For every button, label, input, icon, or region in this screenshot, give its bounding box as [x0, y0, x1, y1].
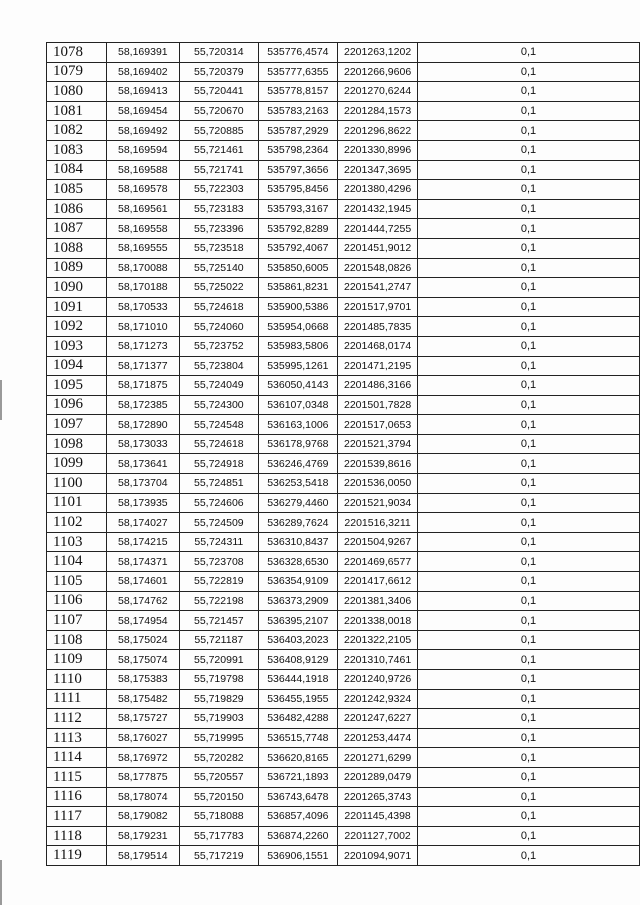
latitude-cell: 58,175482 [106, 689, 180, 709]
accuracy-cell: 0,1 [417, 532, 639, 552]
point-number-cell: 1095 [47, 376, 107, 396]
latitude-cell: 58,172385 [106, 395, 180, 415]
longitude-cell: 55,724851 [180, 474, 258, 494]
y-coordinate-cell: 2201242,9324 [338, 689, 418, 709]
point-number-cell: 1079 [47, 62, 107, 82]
longitude-cell: 55,724918 [180, 454, 258, 474]
table-row [47, 160, 640, 180]
accuracy-cell: 0,1 [417, 611, 639, 631]
latitude-cell: 58,171273 [106, 336, 180, 356]
table-row [47, 787, 640, 807]
y-coordinate-cell: 2201541,2747 [338, 278, 418, 298]
latitude-cell: 58,169578 [106, 180, 180, 200]
point-number-cell: 1114 [47, 748, 107, 768]
longitude-cell: 55,725140 [180, 258, 258, 278]
point-number-cell: 1085 [47, 180, 107, 200]
latitude-cell: 58,169402 [106, 62, 180, 82]
latitude-cell: 58,176027 [106, 728, 180, 748]
table-row [47, 121, 640, 141]
latitude-cell: 58,173704 [106, 474, 180, 494]
table-row [47, 82, 640, 102]
longitude-cell: 55,721457 [180, 611, 258, 631]
point-number-cell: 1119 [47, 846, 107, 866]
latitude-cell: 58,169588 [106, 160, 180, 180]
latitude-cell: 58,170533 [106, 297, 180, 317]
point-number-cell: 1084 [47, 160, 107, 180]
latitude-cell: 58,174762 [106, 591, 180, 611]
latitude-cell: 58,174027 [106, 513, 180, 533]
accuracy-cell: 0,1 [417, 199, 639, 219]
x-coordinate-cell: 536620,8165 [258, 748, 338, 768]
table-row [47, 552, 640, 572]
point-number-cell: 1117 [47, 807, 107, 827]
y-coordinate-cell: 2201296,8622 [338, 121, 418, 141]
x-coordinate-cell: 535850,6005 [258, 258, 338, 278]
accuracy-cell: 0,1 [417, 826, 639, 846]
x-coordinate-cell: 536874,2260 [258, 826, 338, 846]
longitude-cell: 55,720379 [180, 62, 258, 82]
latitude-cell: 58,169594 [106, 140, 180, 160]
latitude-cell: 58,169413 [106, 82, 180, 102]
latitude-cell: 58,173033 [106, 434, 180, 454]
longitude-cell: 55,722198 [180, 591, 258, 611]
latitude-cell: 58,172890 [106, 415, 180, 435]
y-coordinate-cell: 2201240,9726 [338, 670, 418, 690]
table-row [47, 199, 640, 219]
longitude-cell: 55,720150 [180, 787, 258, 807]
table-row [47, 650, 640, 670]
point-number-cell: 1098 [47, 434, 107, 454]
table-row [47, 43, 640, 63]
coordinates-table [46, 42, 640, 866]
longitude-cell: 55,723752 [180, 336, 258, 356]
accuracy-cell: 0,1 [417, 474, 639, 494]
longitude-cell: 55,724509 [180, 513, 258, 533]
accuracy-cell: 0,1 [417, 180, 639, 200]
x-coordinate-cell: 536279,4460 [258, 493, 338, 513]
accuracy-cell: 0,1 [417, 356, 639, 376]
longitude-cell: 55,719995 [180, 728, 258, 748]
accuracy-cell: 0,1 [417, 552, 639, 572]
y-coordinate-cell: 2201468,0174 [338, 336, 418, 356]
y-coordinate-cell: 2201451,9012 [338, 238, 418, 258]
y-coordinate-cell: 2201347,3695 [338, 160, 418, 180]
point-number-cell: 1101 [47, 493, 107, 513]
x-coordinate-cell: 536253,5418 [258, 474, 338, 494]
y-coordinate-cell: 2201330,8996 [338, 140, 418, 160]
latitude-cell: 58,179082 [106, 807, 180, 827]
y-coordinate-cell: 2201548,0826 [338, 258, 418, 278]
accuracy-cell: 0,1 [417, 258, 639, 278]
table-row [47, 670, 640, 690]
latitude-cell: 58,169454 [106, 101, 180, 121]
x-coordinate-cell: 536246,4769 [258, 454, 338, 474]
longitude-cell: 55,721741 [180, 160, 258, 180]
accuracy-cell: 0,1 [417, 238, 639, 258]
table-row [47, 689, 640, 709]
longitude-cell: 55,724618 [180, 297, 258, 317]
y-coordinate-cell: 2201517,9701 [338, 297, 418, 317]
latitude-cell: 58,174954 [106, 611, 180, 631]
point-number-cell: 1110 [47, 670, 107, 690]
longitude-cell: 55,720991 [180, 650, 258, 670]
latitude-cell: 58,170188 [106, 278, 180, 298]
point-number-cell: 1081 [47, 101, 107, 121]
latitude-cell: 58,179231 [106, 826, 180, 846]
point-number-cell: 1112 [47, 709, 107, 729]
table-row [47, 258, 640, 278]
point-number-cell: 1092 [47, 317, 107, 337]
longitude-cell: 55,720314 [180, 43, 258, 63]
latitude-cell: 58,169558 [106, 219, 180, 239]
latitude-cell: 58,175727 [106, 709, 180, 729]
y-coordinate-cell: 2201247,6227 [338, 709, 418, 729]
y-coordinate-cell: 2201266,9606 [338, 62, 418, 82]
longitude-cell: 55,717783 [180, 826, 258, 846]
latitude-cell: 58,170088 [106, 258, 180, 278]
longitude-cell: 55,723518 [180, 238, 258, 258]
y-coordinate-cell: 2201263,1202 [338, 43, 418, 63]
accuracy-cell: 0,1 [417, 160, 639, 180]
accuracy-cell: 0,1 [417, 513, 639, 533]
table-row [47, 846, 640, 866]
accuracy-cell: 0,1 [417, 572, 639, 592]
point-number-cell: 1097 [47, 415, 107, 435]
longitude-cell: 55,719798 [180, 670, 258, 690]
longitude-cell: 55,720670 [180, 101, 258, 121]
longitude-cell: 55,722819 [180, 572, 258, 592]
x-coordinate-cell: 536178,9768 [258, 434, 338, 454]
table-row [47, 807, 640, 827]
table-row [47, 709, 640, 729]
point-number-cell: 1107 [47, 611, 107, 631]
table-row [47, 415, 640, 435]
accuracy-cell: 0,1 [417, 493, 639, 513]
table-row [47, 101, 640, 121]
accuracy-cell: 0,1 [417, 650, 639, 670]
x-coordinate-cell: 535797,3656 [258, 160, 338, 180]
table-row [47, 356, 640, 376]
y-coordinate-cell: 2201539,8616 [338, 454, 418, 474]
y-coordinate-cell: 2201444,7255 [338, 219, 418, 239]
y-coordinate-cell: 2201338,0018 [338, 611, 418, 631]
accuracy-cell: 0,1 [417, 670, 639, 690]
y-coordinate-cell: 2201486,3166 [338, 376, 418, 396]
point-number-cell: 1096 [47, 395, 107, 415]
x-coordinate-cell: 535900,5386 [258, 297, 338, 317]
latitude-cell: 58,175074 [106, 650, 180, 670]
y-coordinate-cell: 2201469,6577 [338, 552, 418, 572]
longitude-cell: 55,723183 [180, 199, 258, 219]
longitude-cell: 55,719903 [180, 709, 258, 729]
point-number-cell: 1103 [47, 532, 107, 552]
table-row [47, 376, 640, 396]
y-coordinate-cell: 2201270,6244 [338, 82, 418, 102]
x-coordinate-cell: 536515,7748 [258, 728, 338, 748]
accuracy-cell: 0,1 [417, 395, 639, 415]
y-coordinate-cell: 2201521,9034 [338, 493, 418, 513]
longitude-cell: 55,724311 [180, 532, 258, 552]
latitude-cell: 58,174601 [106, 572, 180, 592]
latitude-cell: 58,173935 [106, 493, 180, 513]
y-coordinate-cell: 2201381,3406 [338, 591, 418, 611]
y-coordinate-cell: 2201289,0479 [338, 767, 418, 787]
accuracy-cell: 0,1 [417, 709, 639, 729]
point-number-cell: 1118 [47, 826, 107, 846]
latitude-cell: 58,177875 [106, 767, 180, 787]
x-coordinate-cell: 535793,3167 [258, 199, 338, 219]
latitude-cell: 58,169492 [106, 121, 180, 141]
accuracy-cell: 0,1 [417, 434, 639, 454]
table-row [47, 611, 640, 631]
accuracy-cell: 0,1 [417, 591, 639, 611]
accuracy-cell: 0,1 [417, 376, 639, 396]
accuracy-cell: 0,1 [417, 415, 639, 435]
y-coordinate-cell: 2201536,0050 [338, 474, 418, 494]
y-coordinate-cell: 2201432,1945 [338, 199, 418, 219]
accuracy-cell: 0,1 [417, 846, 639, 866]
accuracy-cell: 0,1 [417, 278, 639, 298]
table-row [47, 336, 640, 356]
point-number-cell: 1111 [47, 689, 107, 709]
table-row [47, 395, 640, 415]
table-row [47, 591, 640, 611]
x-coordinate-cell: 535776,4574 [258, 43, 338, 63]
x-coordinate-cell: 535861,8231 [258, 278, 338, 298]
point-number-cell: 1104 [47, 552, 107, 572]
longitude-cell: 55,721187 [180, 630, 258, 650]
y-coordinate-cell: 2201310,7461 [338, 650, 418, 670]
table-row [47, 474, 640, 494]
scan-edge-mark [0, 860, 2, 905]
x-coordinate-cell: 536107,0348 [258, 395, 338, 415]
latitude-cell: 58,175383 [106, 670, 180, 690]
accuracy-cell: 0,1 [417, 43, 639, 63]
x-coordinate-cell: 536310,8437 [258, 532, 338, 552]
x-coordinate-cell: 536328,6530 [258, 552, 338, 572]
table-row [47, 767, 640, 787]
longitude-cell: 55,718088 [180, 807, 258, 827]
y-coordinate-cell: 2201284,1573 [338, 101, 418, 121]
x-coordinate-cell: 535787,2929 [258, 121, 338, 141]
x-coordinate-cell: 536455,1955 [258, 689, 338, 709]
latitude-cell: 58,179514 [106, 846, 180, 866]
x-coordinate-cell: 536743,6478 [258, 787, 338, 807]
latitude-cell: 58,169391 [106, 43, 180, 63]
x-coordinate-cell: 536050,4143 [258, 376, 338, 396]
coordinates-table-body [47, 43, 640, 866]
table-row [47, 180, 640, 200]
table-row [47, 434, 640, 454]
x-coordinate-cell: 535792,4067 [258, 238, 338, 258]
point-number-cell: 1089 [47, 258, 107, 278]
accuracy-cell: 0,1 [417, 336, 639, 356]
longitude-cell: 55,723804 [180, 356, 258, 376]
table-row [47, 572, 640, 592]
longitude-cell: 55,723708 [180, 552, 258, 572]
x-coordinate-cell: 535795,8456 [258, 180, 338, 200]
longitude-cell: 55,720441 [180, 82, 258, 102]
x-coordinate-cell: 535783,2163 [258, 101, 338, 121]
accuracy-cell: 0,1 [417, 807, 639, 827]
table-row [47, 140, 640, 160]
accuracy-cell: 0,1 [417, 62, 639, 82]
table-row [47, 630, 640, 650]
longitude-cell: 55,724606 [180, 493, 258, 513]
x-coordinate-cell: 536444,1918 [258, 670, 338, 690]
point-number-cell: 1102 [47, 513, 107, 533]
point-number-cell: 1080 [47, 82, 107, 102]
table-row [47, 454, 640, 474]
accuracy-cell: 0,1 [417, 728, 639, 748]
latitude-cell: 58,171875 [106, 376, 180, 396]
accuracy-cell: 0,1 [417, 82, 639, 102]
point-number-cell: 1094 [47, 356, 107, 376]
point-number-cell: 1086 [47, 199, 107, 219]
point-number-cell: 1087 [47, 219, 107, 239]
y-coordinate-cell: 2201145,4398 [338, 807, 418, 827]
table-row [47, 278, 640, 298]
accuracy-cell: 0,1 [417, 140, 639, 160]
table-row [47, 748, 640, 768]
table-row [47, 728, 640, 748]
table-row [47, 532, 640, 552]
latitude-cell: 58,175024 [106, 630, 180, 650]
x-coordinate-cell: 536721,1893 [258, 767, 338, 787]
point-number-cell: 1082 [47, 121, 107, 141]
longitude-cell: 55,722303 [180, 180, 258, 200]
accuracy-cell: 0,1 [417, 297, 639, 317]
table-row [47, 826, 640, 846]
latitude-cell: 58,174371 [106, 552, 180, 572]
table-row [47, 493, 640, 513]
point-number-cell: 1090 [47, 278, 107, 298]
accuracy-cell: 0,1 [417, 630, 639, 650]
longitude-cell: 55,720282 [180, 748, 258, 768]
point-number-cell: 1078 [47, 43, 107, 63]
point-number-cell: 1115 [47, 767, 107, 787]
y-coordinate-cell: 2201485,7835 [338, 317, 418, 337]
latitude-cell: 58,171377 [106, 356, 180, 376]
point-number-cell: 1099 [47, 454, 107, 474]
y-coordinate-cell: 2201471,2195 [338, 356, 418, 376]
x-coordinate-cell: 535798,2364 [258, 140, 338, 160]
y-coordinate-cell: 2201417,6612 [338, 572, 418, 592]
table-row [47, 238, 640, 258]
longitude-cell: 55,724618 [180, 434, 258, 454]
longitude-cell: 55,720885 [180, 121, 258, 141]
latitude-cell: 58,176972 [106, 748, 180, 768]
point-number-cell: 1113 [47, 728, 107, 748]
y-coordinate-cell: 2201517,0653 [338, 415, 418, 435]
x-coordinate-cell: 535777,6355 [258, 62, 338, 82]
accuracy-cell: 0,1 [417, 689, 639, 709]
table-row [47, 513, 640, 533]
y-coordinate-cell: 2201516,3211 [338, 513, 418, 533]
accuracy-cell: 0,1 [417, 748, 639, 768]
x-coordinate-cell: 536482,4288 [258, 709, 338, 729]
accuracy-cell: 0,1 [417, 454, 639, 474]
y-coordinate-cell: 2201253,4474 [338, 728, 418, 748]
x-coordinate-cell: 536395,2107 [258, 611, 338, 631]
x-coordinate-cell: 535954,0668 [258, 317, 338, 337]
y-coordinate-cell: 2201504,9267 [338, 532, 418, 552]
longitude-cell: 55,721461 [180, 140, 258, 160]
longitude-cell: 55,724548 [180, 415, 258, 435]
point-number-cell: 1106 [47, 591, 107, 611]
longitude-cell: 55,724300 [180, 395, 258, 415]
point-number-cell: 1116 [47, 787, 107, 807]
scan-edge-mark [0, 380, 2, 420]
y-coordinate-cell: 2201127,7002 [338, 826, 418, 846]
longitude-cell: 55,719829 [180, 689, 258, 709]
latitude-cell: 58,178074 [106, 787, 180, 807]
y-coordinate-cell: 2201094,9071 [338, 846, 418, 866]
x-coordinate-cell: 536373,2909 [258, 591, 338, 611]
accuracy-cell: 0,1 [417, 219, 639, 239]
y-coordinate-cell: 2201380,4296 [338, 180, 418, 200]
longitude-cell: 55,723396 [180, 219, 258, 239]
y-coordinate-cell: 2201271,6299 [338, 748, 418, 768]
latitude-cell: 58,169561 [106, 199, 180, 219]
x-coordinate-cell: 536906,1551 [258, 846, 338, 866]
accuracy-cell: 0,1 [417, 317, 639, 337]
longitude-cell: 55,724049 [180, 376, 258, 396]
longitude-cell: 55,725022 [180, 278, 258, 298]
x-coordinate-cell: 536403,2023 [258, 630, 338, 650]
table-row [47, 297, 640, 317]
x-coordinate-cell: 535792,8289 [258, 219, 338, 239]
point-number-cell: 1091 [47, 297, 107, 317]
accuracy-cell: 0,1 [417, 767, 639, 787]
x-coordinate-cell: 536163,1006 [258, 415, 338, 435]
y-coordinate-cell: 2201265,3743 [338, 787, 418, 807]
accuracy-cell: 0,1 [417, 787, 639, 807]
point-number-cell: 1100 [47, 474, 107, 494]
x-coordinate-cell: 536857,4096 [258, 807, 338, 827]
x-coordinate-cell: 535983,5806 [258, 336, 338, 356]
latitude-cell: 58,173641 [106, 454, 180, 474]
point-number-cell: 1108 [47, 630, 107, 650]
point-number-cell: 1088 [47, 238, 107, 258]
latitude-cell: 58,171010 [106, 317, 180, 337]
x-coordinate-cell: 536354,9109 [258, 572, 338, 592]
accuracy-cell: 0,1 [417, 121, 639, 141]
table-row [47, 317, 640, 337]
y-coordinate-cell: 2201322,2105 [338, 630, 418, 650]
x-coordinate-cell: 535995,1261 [258, 356, 338, 376]
point-number-cell: 1083 [47, 140, 107, 160]
point-number-cell: 1105 [47, 572, 107, 592]
table-row [47, 219, 640, 239]
x-coordinate-cell: 535778,8157 [258, 82, 338, 102]
longitude-cell: 55,720557 [180, 767, 258, 787]
accuracy-cell: 0,1 [417, 101, 639, 121]
longitude-cell: 55,724060 [180, 317, 258, 337]
latitude-cell: 58,169555 [106, 238, 180, 258]
point-number-cell: 1093 [47, 336, 107, 356]
x-coordinate-cell: 536408,9129 [258, 650, 338, 670]
y-coordinate-cell: 2201521,3794 [338, 434, 418, 454]
y-coordinate-cell: 2201501,7828 [338, 395, 418, 415]
table-row [47, 62, 640, 82]
point-number-cell: 1109 [47, 650, 107, 670]
latitude-cell: 58,174215 [106, 532, 180, 552]
x-coordinate-cell: 536289,7624 [258, 513, 338, 533]
longitude-cell: 55,717219 [180, 846, 258, 866]
